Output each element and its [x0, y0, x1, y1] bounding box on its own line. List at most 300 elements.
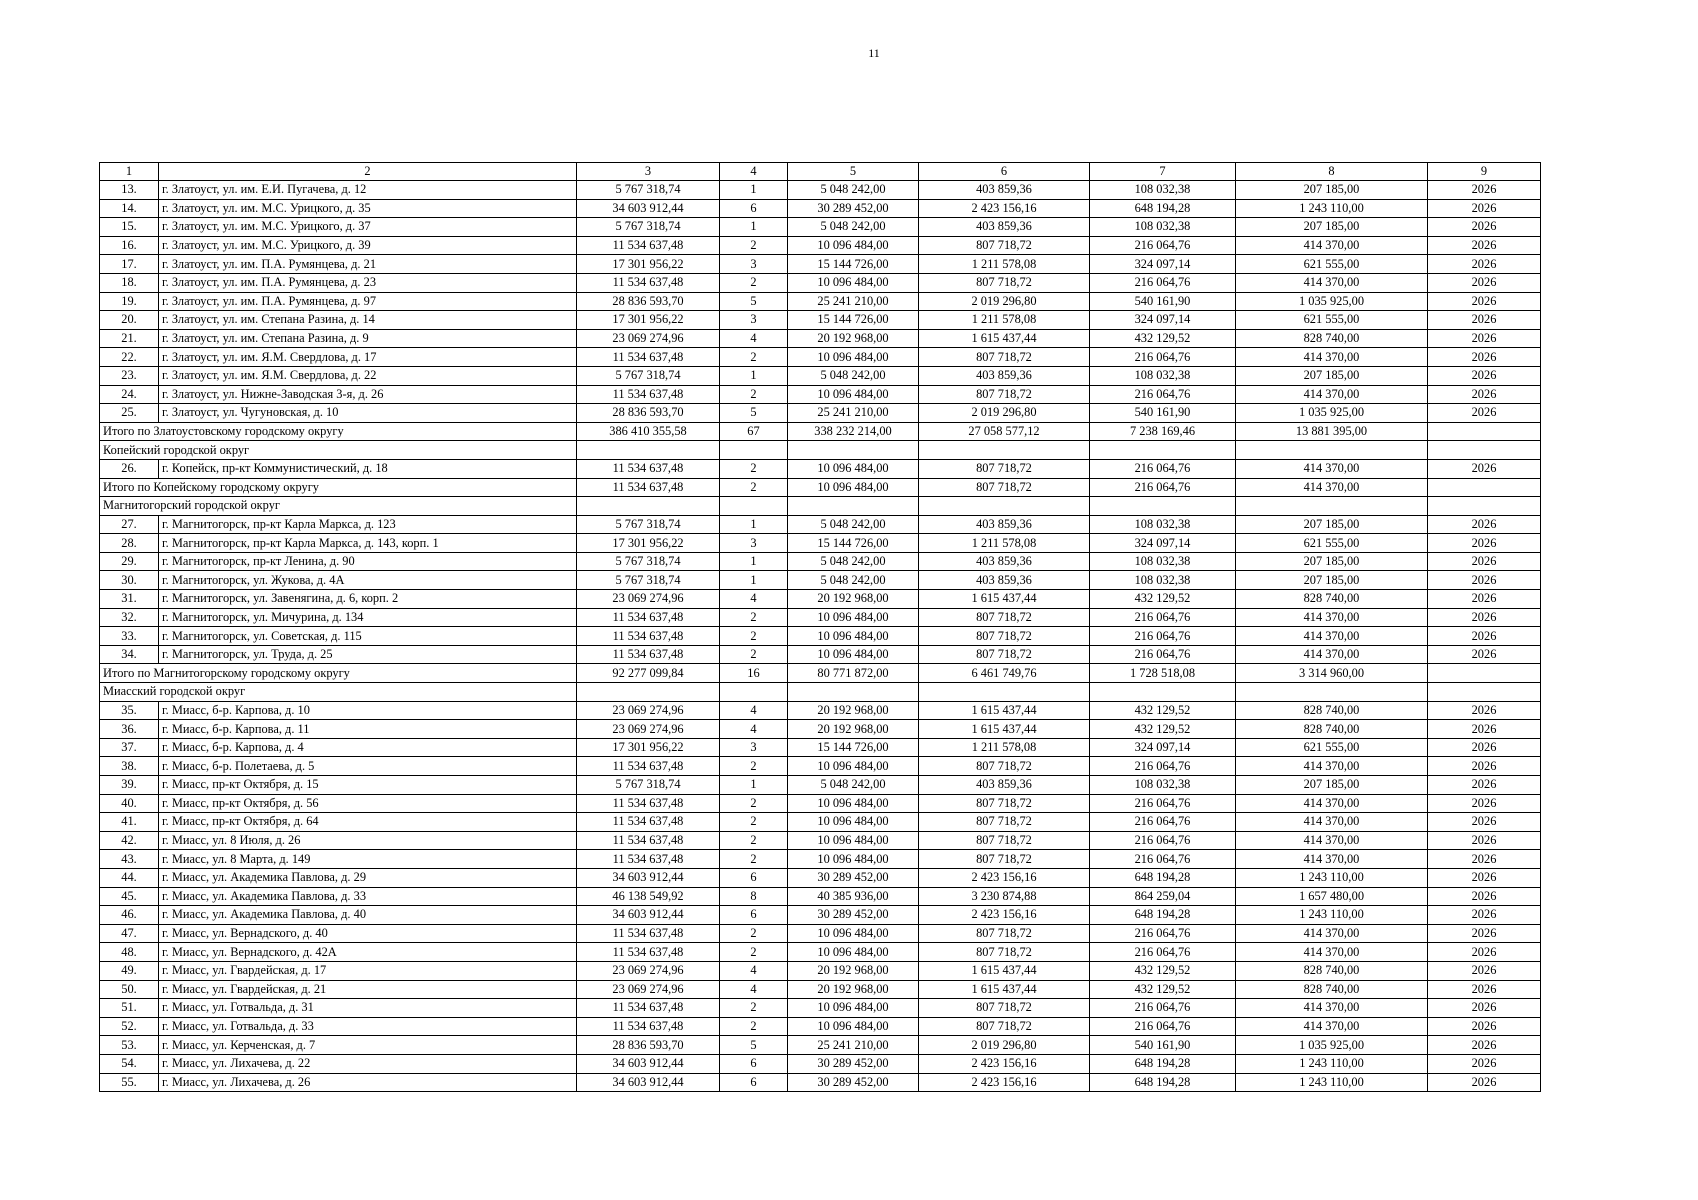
address-cell: г. Миасс, б-р. Карпова, д. 10	[159, 701, 577, 720]
value-cell: 414 370,00	[1236, 273, 1428, 292]
empty-cell	[919, 683, 1090, 702]
value-cell: 1 615 437,44	[919, 961, 1090, 980]
value-cell: 2 423 156,16	[919, 868, 1090, 887]
value-cell: 621 555,00	[1236, 311, 1428, 330]
value-cell: 324 097,14	[1090, 534, 1236, 553]
value-cell: 108 032,38	[1090, 776, 1236, 795]
value-cell: 2 423 156,16	[919, 1073, 1090, 1092]
value-cell: 2026	[1428, 348, 1541, 367]
column-header: 9	[1428, 163, 1541, 181]
value-cell: 5 767 318,74	[577, 552, 720, 571]
value-cell: 828 740,00	[1236, 590, 1428, 609]
value-cell: 25 241 210,00	[788, 404, 919, 423]
row-number: 46.	[100, 906, 159, 925]
value-cell: 807 718,72	[919, 459, 1090, 478]
row-number: 49.	[100, 961, 159, 980]
value-cell: 11 534 637,48	[577, 627, 720, 646]
address-cell: г. Миасс, пр-кт Октября, д. 64	[159, 813, 577, 832]
value-cell: 2	[720, 1017, 788, 1036]
table-row	[100, 627, 1541, 646]
empty-cell	[1236, 497, 1428, 516]
table-row	[100, 311, 1541, 330]
value-cell: 46 138 549,92	[577, 887, 720, 906]
empty-cell	[577, 497, 720, 516]
total-value-cell: 11 534 637,48	[577, 478, 720, 497]
value-cell: 2026	[1428, 720, 1541, 739]
value-cell: 414 370,00	[1236, 348, 1428, 367]
value-cell: 1 615 437,44	[919, 720, 1090, 739]
value-cell: 1 035 925,00	[1236, 404, 1428, 423]
value-cell: 807 718,72	[919, 645, 1090, 664]
table-row	[100, 181, 1541, 200]
value-cell: 2 423 156,16	[919, 906, 1090, 925]
value-cell: 15 144 726,00	[788, 534, 919, 553]
table-row	[100, 292, 1541, 311]
value-cell: 828 740,00	[1236, 701, 1428, 720]
column-header: 8	[1236, 163, 1428, 181]
total-row	[100, 478, 1541, 497]
value-cell: 648 194,28	[1090, 1054, 1236, 1073]
value-cell: 432 129,52	[1090, 590, 1236, 609]
value-cell: 324 097,14	[1090, 311, 1236, 330]
value-cell: 4	[720, 701, 788, 720]
total-label: Итого по Копейскому городскому округу	[100, 478, 577, 497]
column-header: 3	[577, 163, 720, 181]
value-cell: 15 144 726,00	[788, 255, 919, 274]
row-number: 51.	[100, 999, 159, 1018]
address-cell: г. Златоуст, ул. им. Степана Разина, д. 14	[159, 311, 577, 330]
value-cell: 10 096 484,00	[788, 757, 919, 776]
value-cell: 5	[720, 292, 788, 311]
value-cell: 11 534 637,48	[577, 831, 720, 850]
value-cell: 828 740,00	[1236, 720, 1428, 739]
value-cell: 4	[720, 329, 788, 348]
value-cell: 324 097,14	[1090, 738, 1236, 757]
value-cell: 828 740,00	[1236, 329, 1428, 348]
value-cell: 30 289 452,00	[788, 906, 919, 925]
value-cell: 4	[720, 980, 788, 999]
value-cell: 1 243 110,00	[1236, 868, 1428, 887]
value-cell: 207 185,00	[1236, 552, 1428, 571]
value-cell: 2026	[1428, 980, 1541, 999]
data-table-container	[99, 162, 1541, 1092]
value-cell: 207 185,00	[1236, 515, 1428, 534]
value-cell: 1 211 578,08	[919, 311, 1090, 330]
value-cell: 15 144 726,00	[788, 311, 919, 330]
table-row	[100, 794, 1541, 813]
row-number: 29.	[100, 552, 159, 571]
value-cell: 5	[720, 1036, 788, 1055]
value-cell: 216 064,76	[1090, 813, 1236, 832]
value-cell: 2026	[1428, 999, 1541, 1018]
address-cell: г. Златоуст, ул. им. М.С. Урицкого, д. 37	[159, 218, 577, 237]
section-label: Миасский городской округ	[100, 683, 577, 702]
row-number: 22.	[100, 348, 159, 367]
address-cell: г. Златоуст, ул. им. Степана Разина, д. 9	[159, 329, 577, 348]
table-row	[100, 738, 1541, 757]
value-cell: 2026	[1428, 1073, 1541, 1092]
value-cell: 2026	[1428, 794, 1541, 813]
value-cell: 414 370,00	[1236, 831, 1428, 850]
value-cell: 807 718,72	[919, 348, 1090, 367]
value-cell: 10 096 484,00	[788, 348, 919, 367]
value-cell: 10 096 484,00	[788, 924, 919, 943]
row-number: 41.	[100, 813, 159, 832]
value-cell: 403 859,36	[919, 552, 1090, 571]
value-cell: 648 194,28	[1090, 868, 1236, 887]
value-cell: 5 767 318,74	[577, 218, 720, 237]
value-cell: 10 096 484,00	[788, 459, 919, 478]
empty-cell	[788, 497, 919, 516]
value-cell: 807 718,72	[919, 273, 1090, 292]
column-header: 4	[720, 163, 788, 181]
value-cell: 1 615 437,44	[919, 329, 1090, 348]
value-cell: 1	[720, 181, 788, 200]
value-cell: 1 035 925,00	[1236, 292, 1428, 311]
row-number: 31.	[100, 590, 159, 609]
table-row	[100, 459, 1541, 478]
total-value-cell	[1428, 664, 1541, 683]
table-body	[100, 163, 1541, 1092]
value-cell: 5 048 242,00	[788, 515, 919, 534]
value-cell: 2026	[1428, 218, 1541, 237]
value-cell: 2026	[1428, 459, 1541, 478]
value-cell: 216 064,76	[1090, 794, 1236, 813]
value-cell: 2	[720, 273, 788, 292]
value-cell: 216 064,76	[1090, 627, 1236, 646]
value-cell: 807 718,72	[919, 627, 1090, 646]
value-cell: 2026	[1428, 292, 1541, 311]
value-cell: 11 534 637,48	[577, 645, 720, 664]
value-cell: 11 534 637,48	[577, 850, 720, 869]
total-value-cell: 338 232 214,00	[788, 422, 919, 441]
row-number: 24.	[100, 385, 159, 404]
value-cell: 3	[720, 311, 788, 330]
value-cell: 11 534 637,48	[577, 608, 720, 627]
value-cell: 807 718,72	[919, 999, 1090, 1018]
total-value-cell: 27 058 577,12	[919, 422, 1090, 441]
empty-cell	[919, 441, 1090, 460]
value-cell: 1 243 110,00	[1236, 1073, 1428, 1092]
value-cell: 216 064,76	[1090, 645, 1236, 664]
value-cell: 2026	[1428, 757, 1541, 776]
value-cell: 207 185,00	[1236, 218, 1428, 237]
value-cell: 432 129,52	[1090, 329, 1236, 348]
row-number: 45.	[100, 887, 159, 906]
total-label: Итого по Златоустовскому городскому округу	[100, 422, 577, 441]
value-cell: 540 161,90	[1090, 292, 1236, 311]
value-cell: 5	[720, 404, 788, 423]
value-cell: 17 301 956,22	[577, 255, 720, 274]
empty-cell	[1090, 441, 1236, 460]
row-number: 34.	[100, 645, 159, 664]
value-cell: 807 718,72	[919, 608, 1090, 627]
value-cell: 2026	[1428, 776, 1541, 795]
row-number: 17.	[100, 255, 159, 274]
value-cell: 11 534 637,48	[577, 1017, 720, 1036]
value-cell: 11 534 637,48	[577, 385, 720, 404]
table-row	[100, 534, 1541, 553]
value-cell: 2026	[1428, 1054, 1541, 1073]
value-cell: 807 718,72	[919, 385, 1090, 404]
table-row	[100, 366, 1541, 385]
value-cell: 414 370,00	[1236, 924, 1428, 943]
value-cell: 1	[720, 366, 788, 385]
address-cell: г. Магнитогорск, ул. Мичурина, д. 134	[159, 608, 577, 627]
table-row	[100, 552, 1541, 571]
value-cell: 108 032,38	[1090, 515, 1236, 534]
value-cell: 25 241 210,00	[788, 1036, 919, 1055]
value-cell: 403 859,36	[919, 181, 1090, 200]
value-cell: 2026	[1428, 385, 1541, 404]
empty-cell	[1428, 683, 1541, 702]
value-cell: 11 534 637,48	[577, 757, 720, 776]
value-cell: 414 370,00	[1236, 627, 1428, 646]
value-cell: 414 370,00	[1236, 850, 1428, 869]
total-value-cell	[1428, 422, 1541, 441]
empty-cell	[577, 441, 720, 460]
value-cell: 216 064,76	[1090, 273, 1236, 292]
value-cell: 5 767 318,74	[577, 571, 720, 590]
row-number: 28.	[100, 534, 159, 553]
value-cell: 10 096 484,00	[788, 831, 919, 850]
address-cell: г. Магнитогорск, ул. Жукова, д. 4А	[159, 571, 577, 590]
value-cell: 34 603 912,44	[577, 906, 720, 925]
table-row	[100, 924, 1541, 943]
table-row	[100, 1036, 1541, 1055]
row-number: 48.	[100, 943, 159, 962]
value-cell: 621 555,00	[1236, 534, 1428, 553]
address-cell: г. Миасс, ул. Вернадского, д. 42А	[159, 943, 577, 962]
total-value-cell: 7 238 169,46	[1090, 422, 1236, 441]
value-cell: 11 534 637,48	[577, 459, 720, 478]
empty-cell	[577, 683, 720, 702]
value-cell: 2026	[1428, 627, 1541, 646]
row-number: 13.	[100, 181, 159, 200]
address-cell: г. Златоуст, ул. Чугуновская, д. 10	[159, 404, 577, 423]
value-cell: 2026	[1428, 645, 1541, 664]
address-cell: г. Златоуст, ул. Нижне-Заводская 3-я, д. 26	[159, 385, 577, 404]
value-cell: 2	[720, 385, 788, 404]
value-cell: 807 718,72	[919, 924, 1090, 943]
row-number: 20.	[100, 311, 159, 330]
value-cell: 216 064,76	[1090, 385, 1236, 404]
table-row	[100, 1073, 1541, 1092]
value-cell: 1 211 578,08	[919, 738, 1090, 757]
value-cell: 5 048 242,00	[788, 776, 919, 795]
value-cell: 1 243 110,00	[1236, 199, 1428, 218]
address-cell: г. Миасс, пр-кт Октября, д. 56	[159, 794, 577, 813]
value-cell: 2 019 296,80	[919, 404, 1090, 423]
value-cell: 1	[720, 776, 788, 795]
value-cell: 5 048 242,00	[788, 218, 919, 237]
value-cell: 17 301 956,22	[577, 738, 720, 757]
table-row	[100, 720, 1541, 739]
row-number: 54.	[100, 1054, 159, 1073]
empty-cell	[720, 497, 788, 516]
row-number: 50.	[100, 980, 159, 999]
value-cell: 432 129,52	[1090, 701, 1236, 720]
total-value-cell: 216 064,76	[1090, 478, 1236, 497]
value-cell: 30 289 452,00	[788, 199, 919, 218]
value-cell: 28 836 593,70	[577, 1036, 720, 1055]
empty-cell	[720, 683, 788, 702]
value-cell: 414 370,00	[1236, 459, 1428, 478]
address-cell: г. Копейск, пр-кт Коммунистический, д. 18	[159, 459, 577, 478]
value-cell: 4	[720, 720, 788, 739]
value-cell: 20 192 968,00	[788, 720, 919, 739]
row-number: 15.	[100, 218, 159, 237]
value-cell: 621 555,00	[1236, 255, 1428, 274]
value-cell: 2026	[1428, 701, 1541, 720]
value-cell: 2026	[1428, 943, 1541, 962]
value-cell: 20 192 968,00	[788, 961, 919, 980]
table-row	[100, 404, 1541, 423]
table-row	[100, 757, 1541, 776]
empty-cell	[1428, 441, 1541, 460]
value-cell: 207 185,00	[1236, 366, 1428, 385]
value-cell: 10 096 484,00	[788, 794, 919, 813]
address-cell: г. Миасс, ул. Керченская, д. 7	[159, 1036, 577, 1055]
value-cell: 1	[720, 552, 788, 571]
total-value-cell: 2	[720, 478, 788, 497]
value-cell: 11 534 637,48	[577, 348, 720, 367]
value-cell: 807 718,72	[919, 794, 1090, 813]
value-cell: 1 211 578,08	[919, 255, 1090, 274]
value-cell: 40 385 936,00	[788, 887, 919, 906]
value-cell: 23 069 274,96	[577, 980, 720, 999]
value-cell: 2	[720, 459, 788, 478]
row-number: 39.	[100, 776, 159, 795]
value-cell: 2026	[1428, 571, 1541, 590]
value-cell: 10 096 484,00	[788, 627, 919, 646]
address-cell: г. Миасс, ул. Готвальда, д. 33	[159, 1017, 577, 1036]
row-number: 47.	[100, 924, 159, 943]
value-cell: 10 096 484,00	[788, 385, 919, 404]
value-cell: 6	[720, 1073, 788, 1092]
total-value-cell: 386 410 355,58	[577, 422, 720, 441]
value-cell: 414 370,00	[1236, 757, 1428, 776]
table-row	[100, 850, 1541, 869]
value-cell: 2026	[1428, 1017, 1541, 1036]
value-cell: 108 032,38	[1090, 181, 1236, 200]
total-value-cell: 1 728 518,08	[1090, 664, 1236, 683]
table-row	[100, 645, 1541, 664]
address-cell: г. Миасс, ул. Академика Павлова, д. 40	[159, 906, 577, 925]
empty-cell	[720, 441, 788, 460]
value-cell: 807 718,72	[919, 943, 1090, 962]
address-cell: г. Миасс, ул. Академика Павлова, д. 29	[159, 868, 577, 887]
value-cell: 207 185,00	[1236, 181, 1428, 200]
address-cell: г. Магнитогорск, пр-кт Ленина, д. 90	[159, 552, 577, 571]
value-cell: 216 064,76	[1090, 459, 1236, 478]
value-cell: 648 194,28	[1090, 906, 1236, 925]
value-cell: 2	[720, 850, 788, 869]
value-cell: 5 767 318,74	[577, 181, 720, 200]
table-row	[100, 980, 1541, 999]
value-cell: 648 194,28	[1090, 199, 1236, 218]
address-cell: г. Златоуст, ул. им. П.А. Румянцева, д. 97	[159, 292, 577, 311]
value-cell: 5 048 242,00	[788, 181, 919, 200]
value-cell: 5 767 318,74	[577, 366, 720, 385]
value-cell: 17 301 956,22	[577, 534, 720, 553]
value-cell: 28 836 593,70	[577, 404, 720, 423]
table-row	[100, 348, 1541, 367]
value-cell: 216 064,76	[1090, 924, 1236, 943]
value-cell: 540 161,90	[1090, 404, 1236, 423]
table-row	[100, 831, 1541, 850]
value-cell: 10 096 484,00	[788, 999, 919, 1018]
section-header-row	[100, 683, 1541, 702]
address-cell: г. Миасс, б-р. Полетаева, д. 5	[159, 757, 577, 776]
value-cell: 28 836 593,70	[577, 292, 720, 311]
value-cell: 5 048 242,00	[788, 366, 919, 385]
value-cell: 216 064,76	[1090, 943, 1236, 962]
value-cell: 414 370,00	[1236, 794, 1428, 813]
value-cell: 807 718,72	[919, 813, 1090, 832]
row-number: 40.	[100, 794, 159, 813]
value-cell: 108 032,38	[1090, 218, 1236, 237]
value-cell: 2026	[1428, 924, 1541, 943]
value-cell: 2	[720, 236, 788, 255]
value-cell: 1 243 110,00	[1236, 1054, 1428, 1073]
value-cell: 621 555,00	[1236, 738, 1428, 757]
value-cell: 11 534 637,48	[577, 236, 720, 255]
value-cell: 2026	[1428, 311, 1541, 330]
column-header: 5	[788, 163, 919, 181]
value-cell: 2026	[1428, 199, 1541, 218]
value-cell: 1 657 480,00	[1236, 887, 1428, 906]
value-cell: 1 615 437,44	[919, 590, 1090, 609]
value-cell: 4	[720, 590, 788, 609]
value-cell: 2026	[1428, 236, 1541, 255]
value-cell: 216 064,76	[1090, 608, 1236, 627]
value-cell: 807 718,72	[919, 850, 1090, 869]
value-cell: 207 185,00	[1236, 571, 1428, 590]
value-cell: 1 211 578,08	[919, 534, 1090, 553]
row-number: 32.	[100, 608, 159, 627]
table-row	[100, 776, 1541, 795]
empty-cell	[1236, 683, 1428, 702]
value-cell: 2026	[1428, 255, 1541, 274]
value-cell: 34 603 912,44	[577, 199, 720, 218]
total-row	[100, 664, 1541, 683]
address-cell: г. Миасс, ул. Гвардейская, д. 21	[159, 980, 577, 999]
total-value-cell: 6 461 749,76	[919, 664, 1090, 683]
value-cell: 2026	[1428, 552, 1541, 571]
table-row	[100, 868, 1541, 887]
address-cell: г. Миасс, б-р. Карпова, д. 4	[159, 738, 577, 757]
table-row	[100, 590, 1541, 609]
value-cell: 432 129,52	[1090, 961, 1236, 980]
table-row	[100, 273, 1541, 292]
value-cell: 2026	[1428, 366, 1541, 385]
value-cell: 2026	[1428, 1036, 1541, 1055]
value-cell: 403 859,36	[919, 366, 1090, 385]
value-cell: 10 096 484,00	[788, 850, 919, 869]
table-row	[100, 1017, 1541, 1036]
value-cell: 1	[720, 218, 788, 237]
address-cell: г. Миасс, ул. 8 Марта, д. 149	[159, 850, 577, 869]
row-number: 38.	[100, 757, 159, 776]
value-cell: 30 289 452,00	[788, 868, 919, 887]
value-cell: 2026	[1428, 181, 1541, 200]
row-number: 27.	[100, 515, 159, 534]
row-number: 18.	[100, 273, 159, 292]
value-cell: 11 534 637,48	[577, 999, 720, 1018]
value-cell: 414 370,00	[1236, 608, 1428, 627]
section-label: Магнитогорский городской округ	[100, 497, 577, 516]
